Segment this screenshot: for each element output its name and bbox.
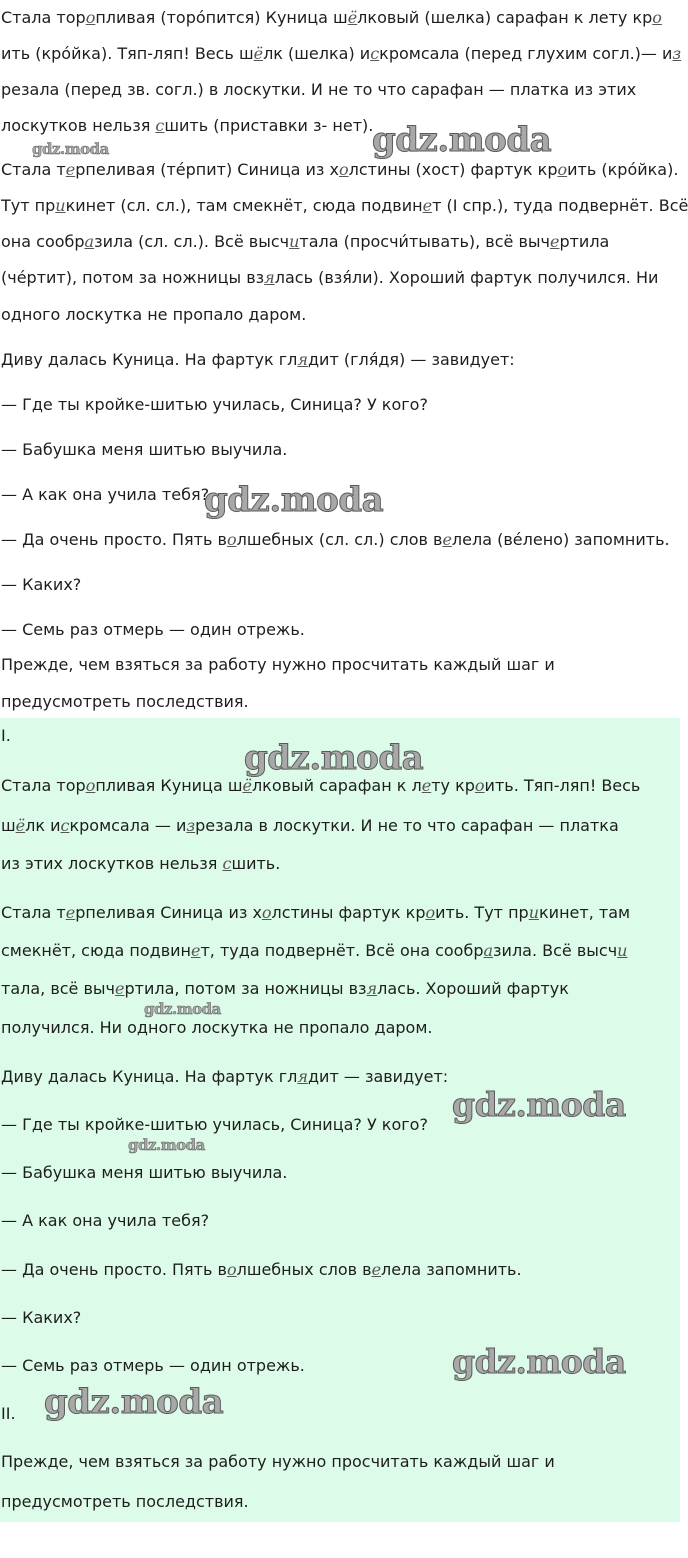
highlighted-letter: с bbox=[222, 854, 232, 873]
watermark-logo: gdz.moda bbox=[128, 1136, 205, 1154]
highlighted-letter: ё bbox=[242, 776, 252, 795]
watermark-logo: gdz.moda bbox=[32, 140, 109, 158]
highlighted-letter: и bbox=[528, 903, 540, 922]
text-line: предусмотреть последствия. bbox=[1, 692, 249, 711]
text-line: одного лоскутка не пропало даром. bbox=[1, 305, 307, 324]
watermark-logo: gdz.moda bbox=[452, 1085, 626, 1124]
highlighted-letter: е bbox=[421, 776, 432, 795]
watermark-logo: gdz.moda bbox=[372, 120, 552, 160]
highlighted-letter: з bbox=[186, 816, 196, 835]
highlighted-letter: о bbox=[85, 8, 96, 27]
highlighted-letter: и bbox=[617, 941, 628, 960]
highlighted-letter: ё bbox=[253, 44, 264, 63]
highlighted-letter: е bbox=[442, 530, 452, 549]
highlighted-letter: о bbox=[226, 530, 237, 549]
text-line: Прежде, чем взяться за работу нужно просчитать каждый шаг и bbox=[1, 655, 555, 674]
text-line: тала, всё вычертила, потом за ножницы взялась. Хороший фартук bbox=[1, 979, 569, 998]
highlighted-letter: о bbox=[557, 160, 568, 179]
text-line: Диву далась Куница. На фартук глядит — завидует: bbox=[1, 1067, 449, 1086]
highlighted-letter: е bbox=[65, 903, 76, 922]
watermark-logo: gdz.moda bbox=[244, 738, 424, 778]
text-line: смекнёт, сюда подвинет, туда подвернёт. Всё она сообразила. Всё высчи bbox=[1, 941, 628, 960]
highlighted-letter: я bbox=[264, 268, 275, 287]
highlighted-letter: е bbox=[191, 941, 201, 960]
highlighted-letter: с bbox=[155, 116, 165, 135]
text-line: II. bbox=[1, 1404, 16, 1423]
text-line: Стала торопливая Куница шёлковый сарафан к лету кроить. Тяп-ляп! Весь bbox=[1, 776, 641, 795]
text-line: Стала терпеливая (тéрпит) Синица из холстины (хост) фартук кроить (крóйка). bbox=[1, 160, 679, 179]
highlighted-letter: о bbox=[85, 776, 96, 795]
text-line: — Бабушка меня шитью выучила. bbox=[1, 1163, 288, 1182]
text-line: лоскутков нельзя сшить (приставки з- нет). bbox=[1, 116, 374, 135]
text-line: — Где ты кройке-шитью училась, Синица? У кого? bbox=[1, 1115, 428, 1134]
text-line: — Да очень просто. Пять волшебных (сл. сл.) слов велела (вéлено) запомнить. bbox=[1, 530, 670, 549]
text-line: Стала торопливая (торóпится) Куница шёлковый (шелка) сарафан к лету кро bbox=[1, 8, 662, 27]
highlighted-letter: о bbox=[652, 8, 662, 27]
highlighted-letter: я bbox=[297, 350, 308, 369]
text-line: — Семь раз отмерь — один отрежь. bbox=[1, 620, 305, 639]
text-line: — Каких? bbox=[1, 575, 82, 594]
text-line: I. bbox=[1, 726, 11, 745]
watermark-logo: gdz.moda bbox=[452, 1342, 626, 1381]
highlighted-letter: о bbox=[474, 776, 485, 795]
text-line: — Семь раз отмерь — один отрежь. bbox=[1, 1356, 305, 1375]
highlighted-letter: е bbox=[549, 232, 560, 251]
watermark-logo: gdz.moda bbox=[144, 1000, 221, 1018]
highlighted-letter: ё bbox=[15, 816, 26, 835]
text-line: предусмотреть последствия. bbox=[1, 1492, 249, 1511]
highlighted-letter: о bbox=[425, 903, 436, 922]
watermark-logo: gdz.moda bbox=[44, 1382, 224, 1422]
text-line: из этих лоскутков нельзя сшить. bbox=[1, 854, 281, 873]
highlighted-letter: я bbox=[366, 979, 378, 998]
text-line: — Где ты кройке-шитью училась, Синица? У кого? bbox=[1, 395, 428, 414]
text-line: — Бабушка меня шитью выучила. bbox=[1, 440, 288, 459]
highlighted-letter: о bbox=[226, 1260, 237, 1279]
text-line: — Каких? bbox=[1, 1308, 82, 1327]
text-line: Прежде, чем взяться за работу нужно просчитать каждый шаг и bbox=[1, 1452, 555, 1471]
text-line: — А как она учила тебя? bbox=[1, 485, 210, 504]
highlighted-letter: и bbox=[289, 232, 300, 251]
highlighted-letter: а bbox=[483, 941, 494, 960]
text-line: — А как она учила тебя? bbox=[1, 1211, 210, 1230]
text-line: получился. Ни одного лоскутка не пропало даром. bbox=[1, 1018, 433, 1037]
highlighted-letter: е bbox=[371, 1260, 382, 1279]
watermark-logo: gdz.moda bbox=[204, 480, 384, 520]
text-line: ить (крóйка). Тяп-ляп! Весь шёлк (шелка) искромсала (перед глухим согл.)— из bbox=[1, 44, 682, 63]
text-line: Тут прикинет (сл. сл.), там смекнёт, сюда подвинет (I спр.), туда подвернёт. Всё bbox=[1, 196, 688, 215]
highlighted-letter: а bbox=[84, 232, 95, 251]
text-line: резала (перед зв. согл.) в лоскутки. И не то что сарафан — платка из этих bbox=[1, 80, 637, 99]
highlighted-letter: ё bbox=[347, 8, 358, 27]
highlighted-letter: е bbox=[65, 160, 76, 179]
highlighted-letter: с bbox=[60, 816, 70, 835]
text-line: она сообразила (сл. сл.). Всё высчитала (просчи́тывать), всё вычертила bbox=[1, 232, 610, 251]
highlighted-letter: о bbox=[338, 160, 349, 179]
highlighted-letter: з bbox=[672, 44, 682, 63]
highlighted-letter: о bbox=[261, 903, 272, 922]
text-line: (чéртит), потом за ножницы взялась (взя́ли). Хороший фартук получился. Ни bbox=[1, 268, 659, 287]
highlighted-letter: и bbox=[55, 196, 66, 215]
highlighted-letter: е bbox=[422, 196, 433, 215]
text-line: Стала терпеливая Синица из холстины фартук кроить. Тут прикинет, там bbox=[1, 903, 631, 922]
highlighted-letter: я bbox=[297, 1067, 308, 1086]
highlighted-letter: е bbox=[115, 979, 125, 998]
highlighted-letter: с bbox=[370, 44, 380, 63]
text-line: Диву далась Куница. На фартук глядит (гля́дя) — завидует: bbox=[1, 350, 515, 369]
text-line: — Да очень просто. Пять волшебных слов велела запомнить. bbox=[1, 1260, 522, 1279]
text-line: шёлк искромсала — изрезала в лоскутки. И не то что сарафан — платка bbox=[1, 816, 619, 835]
